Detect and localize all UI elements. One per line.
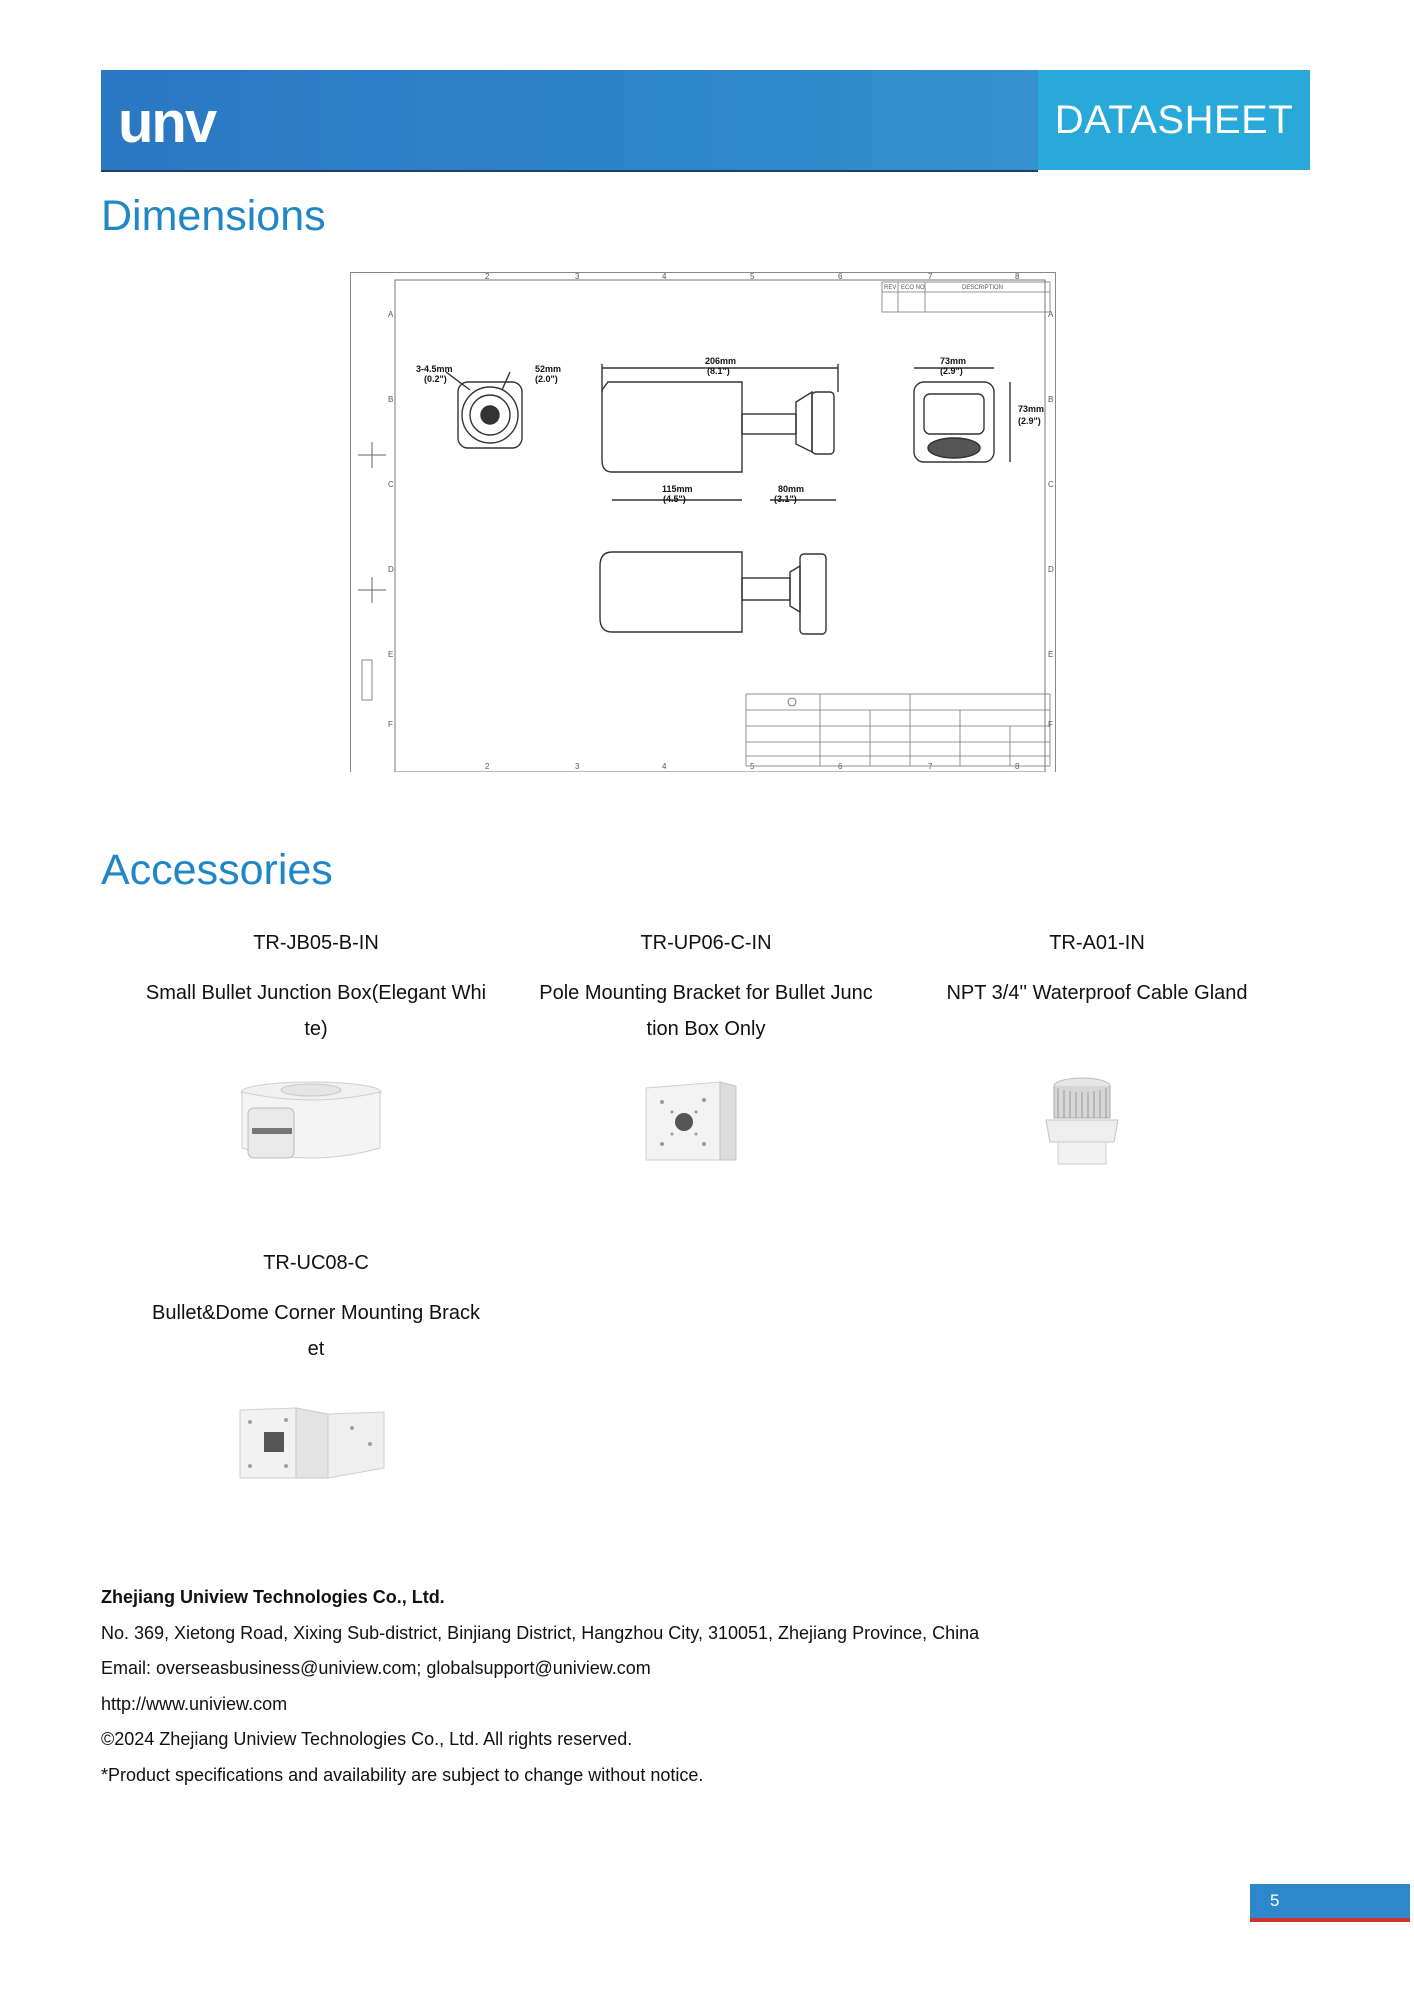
dim-rear-width: 73mm [940, 356, 967, 366]
col-label: 7 [928, 272, 933, 281]
row-label: C [388, 480, 394, 489]
accessory-description [912, 975, 1282, 1011]
company-email[interactable]: Email: overseasbusiness@uniview.com; globalsupport@uniview.com [101, 1658, 651, 1678]
col-label: 2 [485, 272, 490, 281]
company-website[interactable]: http://www.uniview.com [101, 1693, 288, 1714]
accessory-model: TR-UP06-C-IN [640, 932, 772, 954]
dim-bracket-length-in: (3.1") [774, 494, 797, 504]
rev-header: ECO NO. [901, 285, 927, 291]
row-label: D [388, 565, 394, 574]
dim-body-length-in: (4.5") [663, 494, 686, 504]
accessory-description [131, 1295, 501, 1367]
notice: *Product specifications and availability are subject to change without notice. [101, 1764, 704, 1785]
dim-body-length: 115mm [662, 484, 693, 494]
accessory-desc-line: Pole Mounting Bracket for Bullet Junc [539, 982, 873, 1004]
copyright: ©2024 Zhejiang Uniview Technologies Co., Ltd. All rights reserved. [101, 1729, 633, 1749]
header-rule [101, 170, 1038, 172]
accessory-desc-line: Small Bullet Junction Box(Elegant Whi [145, 982, 487, 1004]
dim-front-width-in: (2.0") [535, 374, 558, 384]
col-label: 4 [662, 272, 667, 281]
datasheet-label-box [1038, 70, 1310, 170]
page-number: 5 [1270, 1891, 1280, 1910]
row-label: E [388, 650, 394, 659]
accessories-title: Accessories [101, 846, 333, 894]
row-label: D [1048, 565, 1054, 574]
dim-length: 206mm [705, 356, 737, 366]
dim-rear-width-in: (2.9") [940, 366, 963, 376]
accessory-desc-line: Bullet&Dome Corner Mounting Brack [152, 1302, 480, 1324]
accessory-model: TR-A01-IN [1049, 932, 1145, 954]
row-label: B [1048, 395, 1054, 404]
unv-logo [118, 92, 244, 152]
row-label: A [388, 310, 394, 319]
dim-rear-height: 73mm [1018, 404, 1045, 414]
col-label: 5 [750, 272, 755, 281]
accessory-desc-line: NPT 3/4'' Waterproof Cable Gland [946, 982, 1248, 1004]
dim-rear-height-in: (2.9") [1018, 416, 1041, 426]
accessory-desc-line: tion Box Only [646, 1018, 766, 1040]
col-label: 3 [575, 272, 580, 281]
accessory-description [131, 975, 501, 1047]
company-address: No. 369, Xietong Road, Xixing Sub-district, Binjiang District, Hangzhou City, 310051, Zhejiang Province, China [101, 1622, 980, 1643]
accessory-description [521, 975, 891, 1047]
dim-bracket-length: 80mm [778, 484, 805, 494]
row-label: C [1048, 480, 1054, 489]
cable-gland-icon [1040, 1074, 1124, 1168]
col-label: 6 [838, 762, 843, 771]
row-label: B [388, 395, 394, 404]
row-label: F [388, 720, 393, 729]
corner-bracket-icon [236, 1404, 388, 1484]
accessory-desc-line: te) [304, 1018, 328, 1040]
svg-text:unv: unv [118, 92, 216, 152]
accessory-model: TR-UC08-C [263, 1252, 369, 1274]
rev-header: DESCRIPTION [962, 285, 1004, 291]
dim-front-hole-in: (0.2") [424, 374, 447, 384]
junction-box-icon [236, 1078, 386, 1164]
rev-header: REV [884, 285, 897, 291]
accessory-model: TR-JB05-B-IN [253, 932, 379, 954]
pole-bracket-icon [642, 1078, 740, 1164]
dimension-drawing [350, 272, 1056, 772]
col-label: 2 [485, 762, 490, 771]
datasheet-label: DATASHEET [1054, 97, 1294, 142]
row-label: A [1048, 310, 1054, 319]
col-label: 8 [1015, 272, 1020, 281]
company-footer [101, 1580, 979, 1793]
row-label: E [1048, 650, 1054, 659]
dimensions-title: Dimensions [101, 192, 326, 240]
col-label: 4 [662, 762, 667, 771]
company-name: Zhejiang Uniview Technologies Co., Ltd. [101, 1587, 445, 1607]
accessory-desc-line: et [307, 1338, 325, 1360]
dim-front-hole: 3-4.5mm [416, 364, 453, 374]
dim-length-in: (8.1") [707, 366, 730, 376]
col-label: 8 [1015, 762, 1020, 771]
col-label: 7 [928, 762, 933, 771]
page-number-box [1250, 1884, 1410, 1918]
dim-front-width: 52mm [535, 364, 562, 374]
col-label: 3 [575, 762, 580, 771]
row-label: F [1048, 720, 1053, 729]
col-label: 5 [750, 762, 755, 771]
col-label: 6 [838, 272, 843, 281]
page-number-underline [1250, 1918, 1410, 1922]
